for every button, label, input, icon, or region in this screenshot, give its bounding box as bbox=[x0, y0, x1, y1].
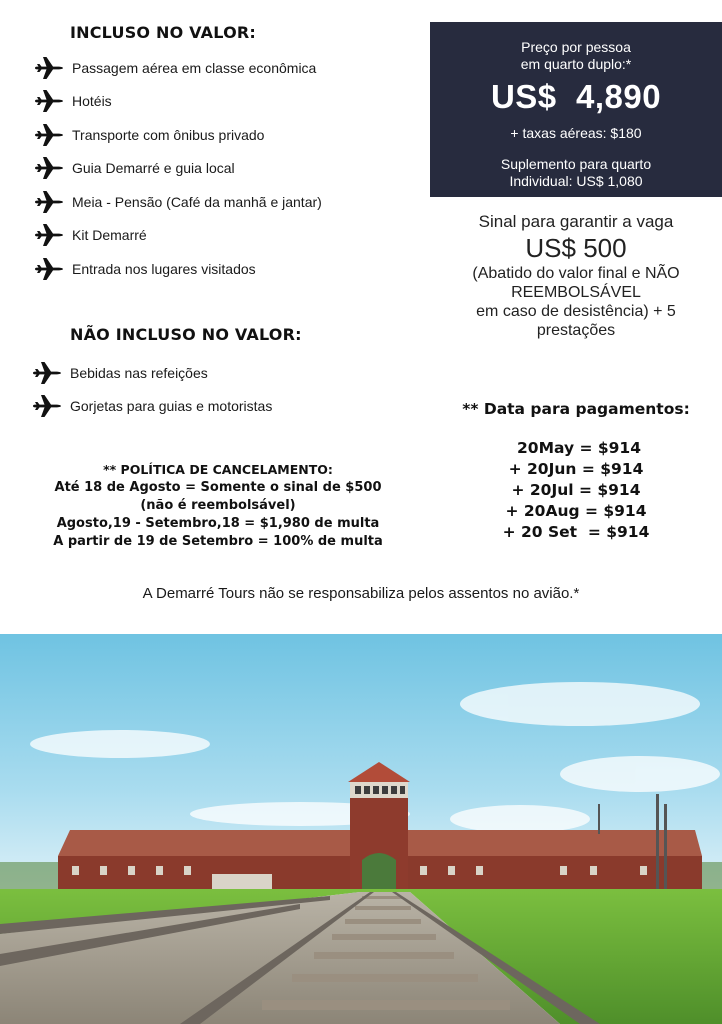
payment-item: 20May = $914 bbox=[517, 439, 641, 457]
deposit-title: Sinal para garantir a vaga bbox=[478, 212, 674, 231]
policy-line: Agosto,19 - Setembro,18 = $1,980 de multa bbox=[56, 516, 380, 531]
deposit-note-1: (Abatido do valor final e NÃO bbox=[472, 265, 680, 282]
list-item: Entrada nos lugares visitados bbox=[34, 252, 322, 286]
deposit-note-4: prestações bbox=[536, 322, 616, 339]
deposit-info bbox=[430, 211, 722, 340]
airplane-icon bbox=[34, 122, 64, 148]
policy-line: Até 18 de Agosto = Somente o sinal de $500 bbox=[54, 480, 382, 495]
disclaimer: A Demarré Tours não se responsabiliza pelos assentos no avião.* bbox=[142, 585, 580, 602]
payment-item: + 20Aug = $914 bbox=[505, 502, 647, 520]
price-label-line1: Preço por pessoa bbox=[521, 39, 631, 55]
airplane-icon bbox=[34, 55, 64, 81]
airplane-icon bbox=[34, 189, 64, 215]
not-included-list bbox=[32, 356, 272, 423]
policy-title: ** POLÍTICA DE CANCELAMENTO: bbox=[103, 462, 333, 477]
cancellation-policy bbox=[30, 461, 406, 551]
list-item: Bebidas nas refeições bbox=[32, 356, 272, 390]
included-list bbox=[34, 51, 322, 286]
list-item: Kit Demarré bbox=[34, 219, 322, 253]
payment-item: + 20Jun = $914 bbox=[508, 460, 644, 478]
price-label-line2: em quarto duplo:* bbox=[520, 56, 632, 72]
policy-line: (não é reembolsável) bbox=[140, 498, 296, 513]
list-item: Transporte com ônibus privado bbox=[34, 118, 322, 152]
list-item: Passagem aérea em classe econômica bbox=[34, 51, 322, 85]
price-value: US$ 4,890 bbox=[490, 78, 662, 115]
railway-gate-photo bbox=[0, 634, 722, 1024]
supplement-line1: Suplemento para quarto bbox=[500, 156, 652, 172]
air-taxes: + taxas aéreas: $180 bbox=[510, 125, 642, 141]
payment-item: + 20 Set = $914 bbox=[502, 523, 650, 541]
deposit-note-2: REEMBOLSÁVEL bbox=[511, 284, 641, 301]
not-included-title: NÃO INCLUSO NO VALOR: bbox=[70, 325, 302, 344]
airplane-icon bbox=[32, 393, 62, 419]
supplement-line2: Individual: US$ 1,080 bbox=[509, 173, 643, 189]
list-item: Gorjetas para guias e motoristas bbox=[32, 390, 272, 424]
list-item: Guia Demarré e guia local bbox=[34, 152, 322, 186]
price-box bbox=[430, 22, 722, 197]
deposit-note-3: em caso de desistência) + 5 bbox=[476, 303, 676, 320]
deposit-amount: US$ 500 bbox=[525, 233, 627, 263]
airplane-icon bbox=[34, 256, 64, 282]
payment-title: ** Data para pagamentos: bbox=[462, 400, 690, 418]
payment-schedule bbox=[430, 399, 722, 543]
list-item: Hotéis bbox=[34, 85, 322, 119]
list-item: Meia - Pensão (Café da manhã e jantar) bbox=[34, 185, 322, 219]
airplane-icon bbox=[34, 155, 64, 181]
airplane-icon bbox=[32, 360, 62, 386]
included-title: INCLUSO NO VALOR: bbox=[70, 23, 256, 42]
payment-item: + 20Jul = $914 bbox=[511, 481, 641, 499]
airplane-icon bbox=[34, 88, 64, 114]
policy-line: A partir de 19 de Setembro = 100% de multa bbox=[53, 534, 383, 549]
airplane-icon bbox=[34, 222, 64, 248]
